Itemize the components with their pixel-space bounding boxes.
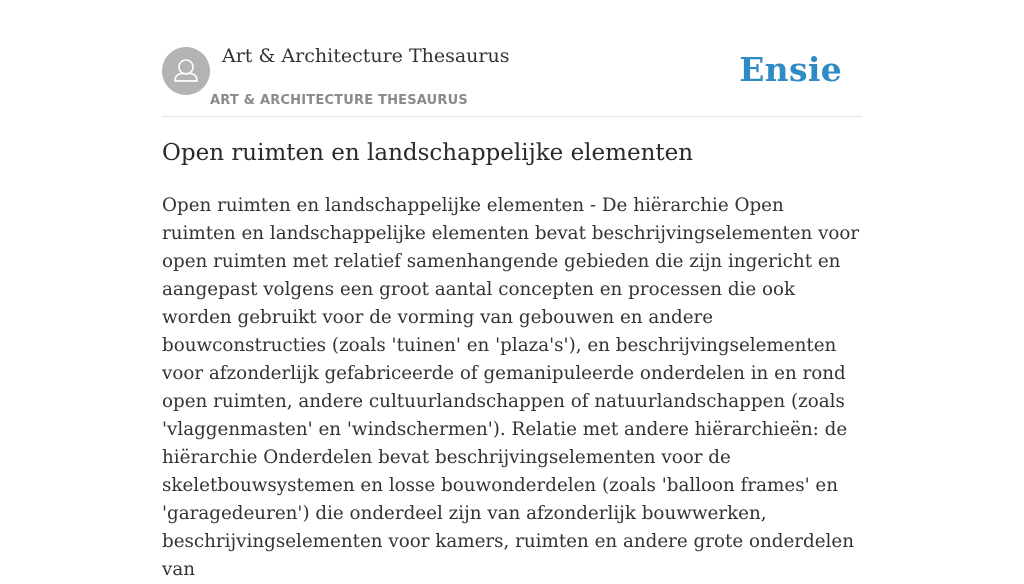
- header: [162, 0, 862, 117]
- avatar[interactable]: [162, 47, 210, 95]
- article-body: Open ruimten en landschappelijke elementen - De hiërarchie Open ruimten en landschappelijke elementen bevat beschrijvingselementen voor open ruimten met relatief samenhangende gebieden die zijn ingericht en aangepast volgens een groot aantal concepten en processen die ook worden gebruikt voor de vorming van gebouwen en andere bouwconstructies (zoals 'tuinen' en 'plaza's'), en beschrijvingselementen voor afzonderlijk gefabriceerde of gemanipuleerde onderdelen in en rond open ruimten, andere cultuurlandschappen of natuurlandschappen (zoals 'vlaggenmasten' en 'windschermen'). Relatie met andere hiërarchieën: de hiërarchie Onderdelen bevat beschrijvingselementen voor de skeletbouwsystemen en losse bouwonderdelen (zoals 'balloon frames' en 'garagedeuren') die onderdeel zijn van afzonderlijk bouwwerken, beschrijvingselementen voor kamers, ruimten en andere grote onderdelen van: [162, 195, 860, 580]
- user-silhouette-icon: [162, 47, 210, 95]
- article-title: Open ruimten en landschappelijke elementen: [162, 140, 694, 166]
- page: [162, 0, 862, 580]
- source-title-link[interactable]: Art & Architecture Thesaurus: [222, 45, 510, 67]
- brand-logo[interactable]: Ensie: [739, 50, 842, 89]
- source-subtitle: ART & ARCHITECTURE THESAURUS: [210, 93, 468, 108]
